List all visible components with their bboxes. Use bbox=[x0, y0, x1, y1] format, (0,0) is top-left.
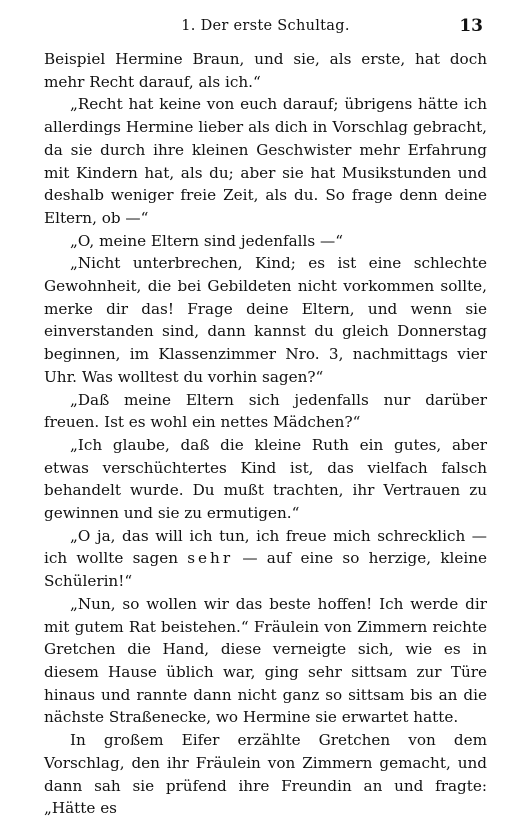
emphasized-word: sehr bbox=[187, 549, 234, 568]
paragraph-7-part-1: „O ja, das will ich tun, ich freue mich schrecklich — ich wollte sagen bbox=[44, 526, 487, 568]
paragraph-9: In großem Eifer erzählte Gretchen von dem Vorschlag, den ihr Fräulein von Zimmern gemacht, und dann sah sie prüfend ihre Freundin an und fragte: „Hätte es bbox=[44, 731, 487, 818]
body-text bbox=[44, 48, 487, 820]
paragraph-1: Beispiel Hermine Braun, und sie, als erste, hat doch mehr Recht darauf, als ich.“ bbox=[44, 50, 487, 91]
paragraph-6: „Ich glaube, daß die kleine Ruth ein gutes, aber etwas verschüchtertes Kind ist, das vielfach falsch behandelt wurde. Du mußt trachten, ihr Vertrauen zu gewinnen und sie zu ermutigen.“ bbox=[44, 435, 487, 523]
running-title: 1. Der erste Schultag. bbox=[181, 18, 350, 34]
paragraph-7 bbox=[44, 525, 487, 593]
paragraph-4: „Nicht unterbrechen, Kind; es ist eine schlechte Gewohnheit, die bei Gebildeten nicht vorkommen sollte, merke dir das! Frage deine Eltern, und wenn sie einverstanden sind, dann kannst du gleich Donnerstag beginnen, im Klassenzimmer Nro. 3, nachmittags vier Uhr. Was wolltest du vorhin sagen?“ bbox=[44, 254, 487, 386]
page-number: 13 bbox=[459, 16, 483, 36]
page-header bbox=[44, 14, 487, 40]
paragraph-3: „O, meine Eltern sind jedenfalls —“ bbox=[70, 231, 343, 250]
paragraph-8: „Nun, so wollen wir das beste hoffen! Ich werde dir mit gutem Rat beistehen.“ Fräulein von Zimmern reichte Gretchen die Hand, diese verneigte sich, wie es in diesem Hause üblich war, ging sehr sittsam zur Türe hinaus und rannte dann nicht ganz so sittsam bis an die nächste Straßenecke, wo Hermine sie erwartet hatte. bbox=[44, 594, 487, 727]
paragraph-2: „Recht hat keine von euch darauf; übrigens hätte ich allerdings Hermine lieber als dich in Vorschlag gebracht, da sie durch ihre kleinen Geschwister mehr Erfahrung mit Kindern hat, als du; aber sie hat Musikstunden und deshalb weniger freie Zeit, als du. So frage denn deine Eltern, ob —“ bbox=[44, 95, 487, 227]
paragraph-7-part-2: — auf eine so herzige, kleine Schülerin!“ bbox=[44, 549, 487, 591]
paragraph-5: „Daß meine Eltern sich jedenfalls nur darüber freuen. Ist es wohl ein nettes Mädchen?“ bbox=[44, 390, 487, 432]
